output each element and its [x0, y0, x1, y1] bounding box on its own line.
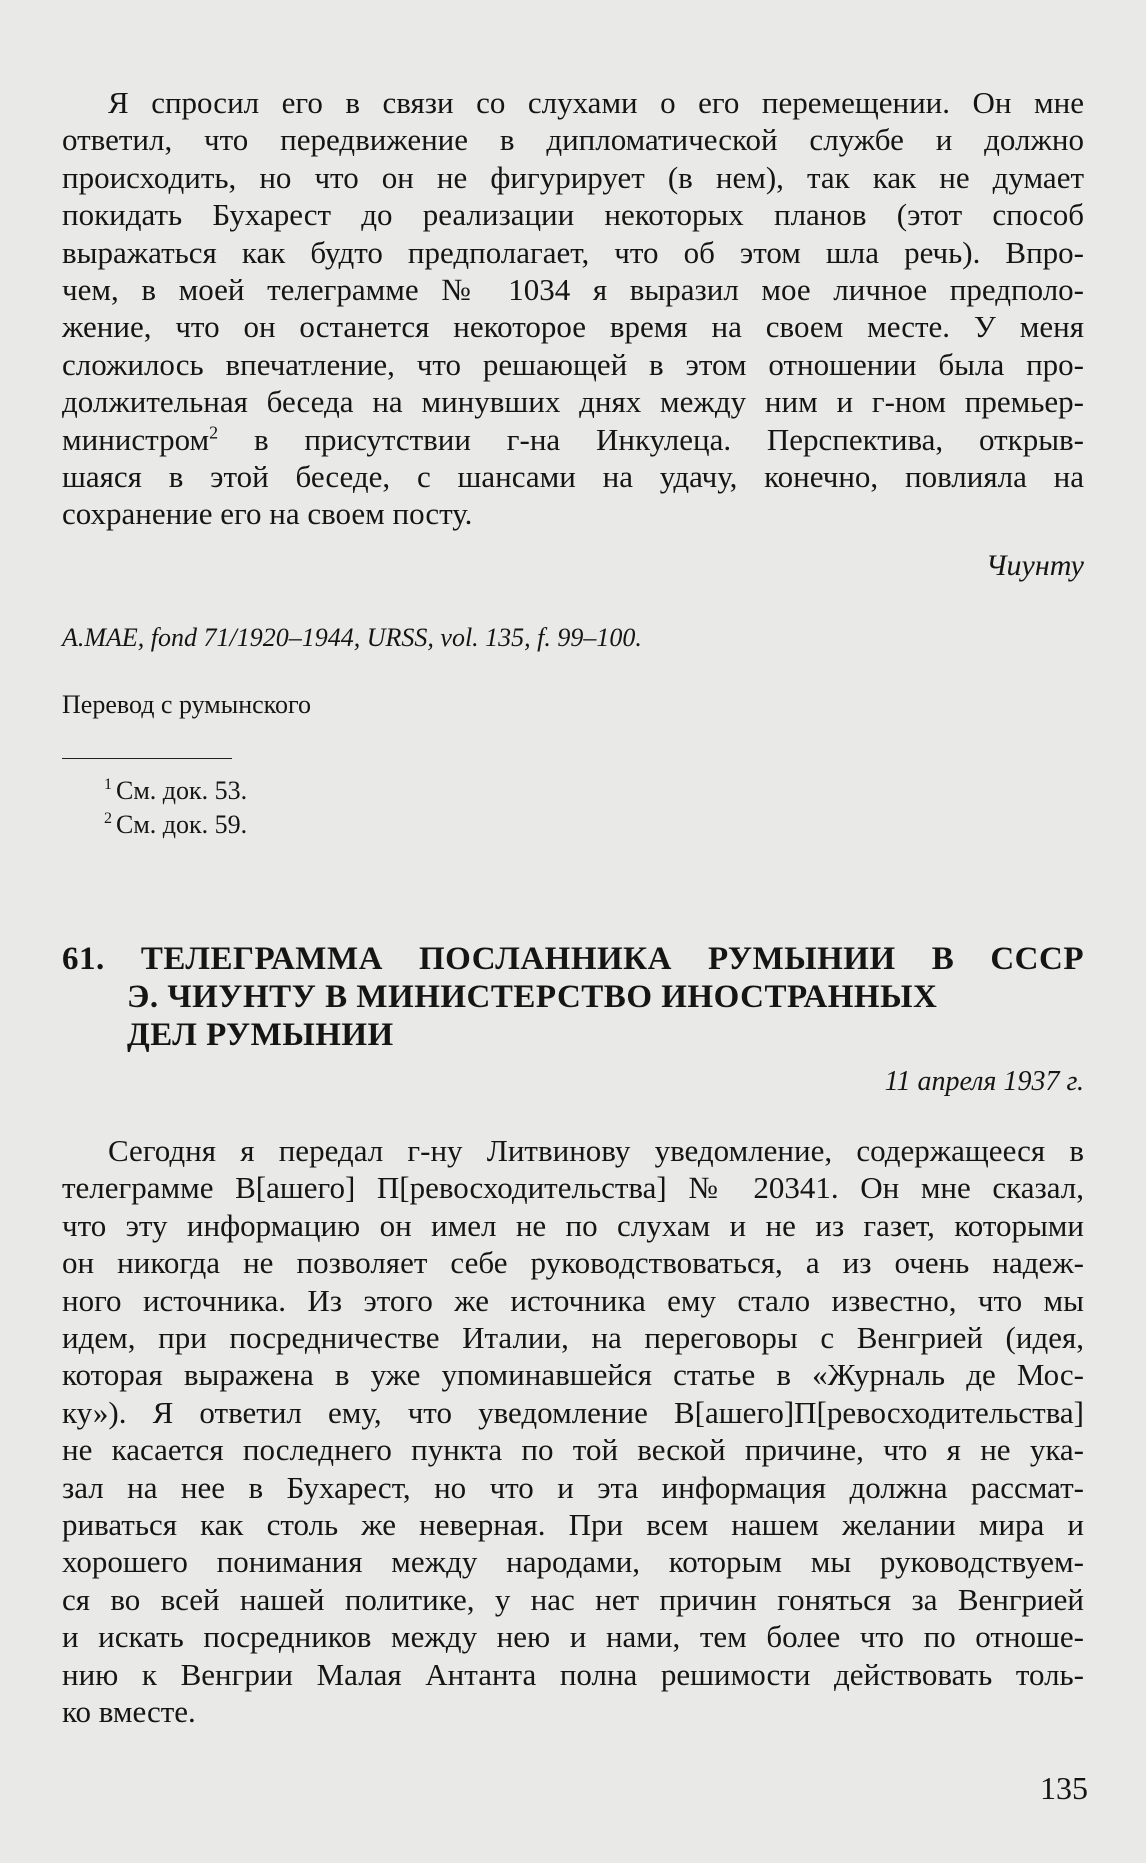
- footnote: [104, 810, 247, 840]
- text-line: ко вместе.: [62, 1694, 196, 1730]
- text-fragment: в присутствии г-на Инкулеца. Перспектива, открыв-: [253, 421, 1084, 457]
- archive-source: A.MAE, fond 71/1920–1944, URSS, vol. 135, f. 99–100.: [62, 623, 642, 652]
- footnote-divider: [62, 758, 232, 759]
- text-line: зал на нее в Бухарест, но что и эта информация должна рассмат-: [62, 1469, 1084, 1505]
- page-number: 135: [1040, 1770, 1088, 1806]
- text-line: чем, в моей телеграмме № 1034 я выразил мое личное предполо-: [62, 272, 1084, 308]
- text-line: ку»). Я ответил ему, что уведомление В[ашего]П[ревосходительства]: [62, 1394, 1084, 1430]
- translation-note: Перевод с румынского: [62, 690, 311, 719]
- text-line: сложилось впечатление, что решающей в этом отношении была про-: [62, 346, 1084, 382]
- footnote-mark: 2: [104, 810, 112, 828]
- heading-text: ТЕЛЕГРАММА ПОСЛАННИКА РУМЫНИИ В СССР: [140, 941, 1084, 977]
- text-line: жение, что он останется некоторое время на своем месте. У меня: [62, 309, 1084, 345]
- heading-line: [62, 940, 1084, 978]
- text-line: покидать Бухарест до реализации некоторых планов (этот способ: [62, 197, 1084, 233]
- footnote-mark: 1: [104, 776, 112, 794]
- text-line: Я спросил его в связи со слухами о его перемещении. Он мне: [108, 85, 1084, 120]
- text-line: шаяся в этой беседе, с шансами на удачу, конечно, повлияла на: [62, 459, 1084, 495]
- text-line: ся во всей нашей политике, у нас нет причин гоняться за Венгрией: [62, 1581, 1084, 1617]
- text-line: не касается последнего пункта по той веской причине, что я не ука-: [62, 1432, 1084, 1468]
- footnote-text: См. док. 59.: [116, 810, 248, 839]
- text-line: и искать посредников между нею и нами, тем более что по отноше-: [62, 1619, 1084, 1655]
- text-line: он никогда не позволяет себе руководствоваться, а из очень надеж-: [62, 1245, 1084, 1281]
- text-line: хорошего понимания между народами, которым мы руководствуем-: [62, 1544, 1084, 1580]
- text-line: должительная беседа на минувших днях между ним и г-ном премьер-: [62, 384, 1084, 420]
- paragraph-1: [62, 84, 1084, 533]
- document-number: 61.: [62, 941, 105, 977]
- footnote-text: См. док. 53.: [116, 776, 248, 805]
- paragraph-2: [62, 1132, 1084, 1731]
- text-fragment: министром: [62, 421, 210, 457]
- text-line: телеграмме В[ашего] П[ревосходительства] № 20341. Он мне сказал,: [62, 1170, 1084, 1206]
- heading-line: Э. ЧИУНТУ В МИНИСТЕРСТВО ИНОСТРАННЫХ: [127, 979, 938, 1015]
- text-line: сохранение его на своем посту.: [62, 496, 473, 532]
- footnote: [104, 776, 247, 806]
- text-line: риваться как столь же неверная. При всем нашем желании мира и: [62, 1507, 1084, 1543]
- text-line: нию к Венгрии Малая Антанта полна решимости действовать толь-: [62, 1656, 1084, 1692]
- text-line: ного источника. Из этого же источника ему стало известно, что мы: [62, 1282, 1084, 1318]
- text-line: Сегодня я передал г-ну Литвинову уведомление, содержащееся в: [108, 1133, 1084, 1168]
- heading-line: ДЕЛ РУМЫНИИ: [127, 1017, 394, 1053]
- text-line: происходить, но что он не фигурирует (в нем), так как не думает: [62, 159, 1084, 195]
- document-date: 11 апреля 1937 г.: [884, 1066, 1084, 1097]
- text-line: выражаться как будто предполагает, что об этом шла речь). Впро-: [62, 234, 1084, 270]
- text-line-with-note: [62, 421, 1084, 458]
- text-line: что эту информацию он имел не по слухам и не из газет, которыми: [62, 1207, 1084, 1243]
- signature: Чиунту: [985, 549, 1084, 582]
- text-line: идем, при посредничестве Италии, на переговоры с Венгрией (идея,: [62, 1320, 1084, 1356]
- document-heading: [62, 940, 1084, 1054]
- footnote-mark: 2: [209, 422, 219, 443]
- text-line: которая выражена в уже упоминавшейся статье в «Журналь де Мос-: [62, 1357, 1084, 1393]
- text-line: ответил, что передвижение в дипломатической службе и должно: [62, 122, 1084, 158]
